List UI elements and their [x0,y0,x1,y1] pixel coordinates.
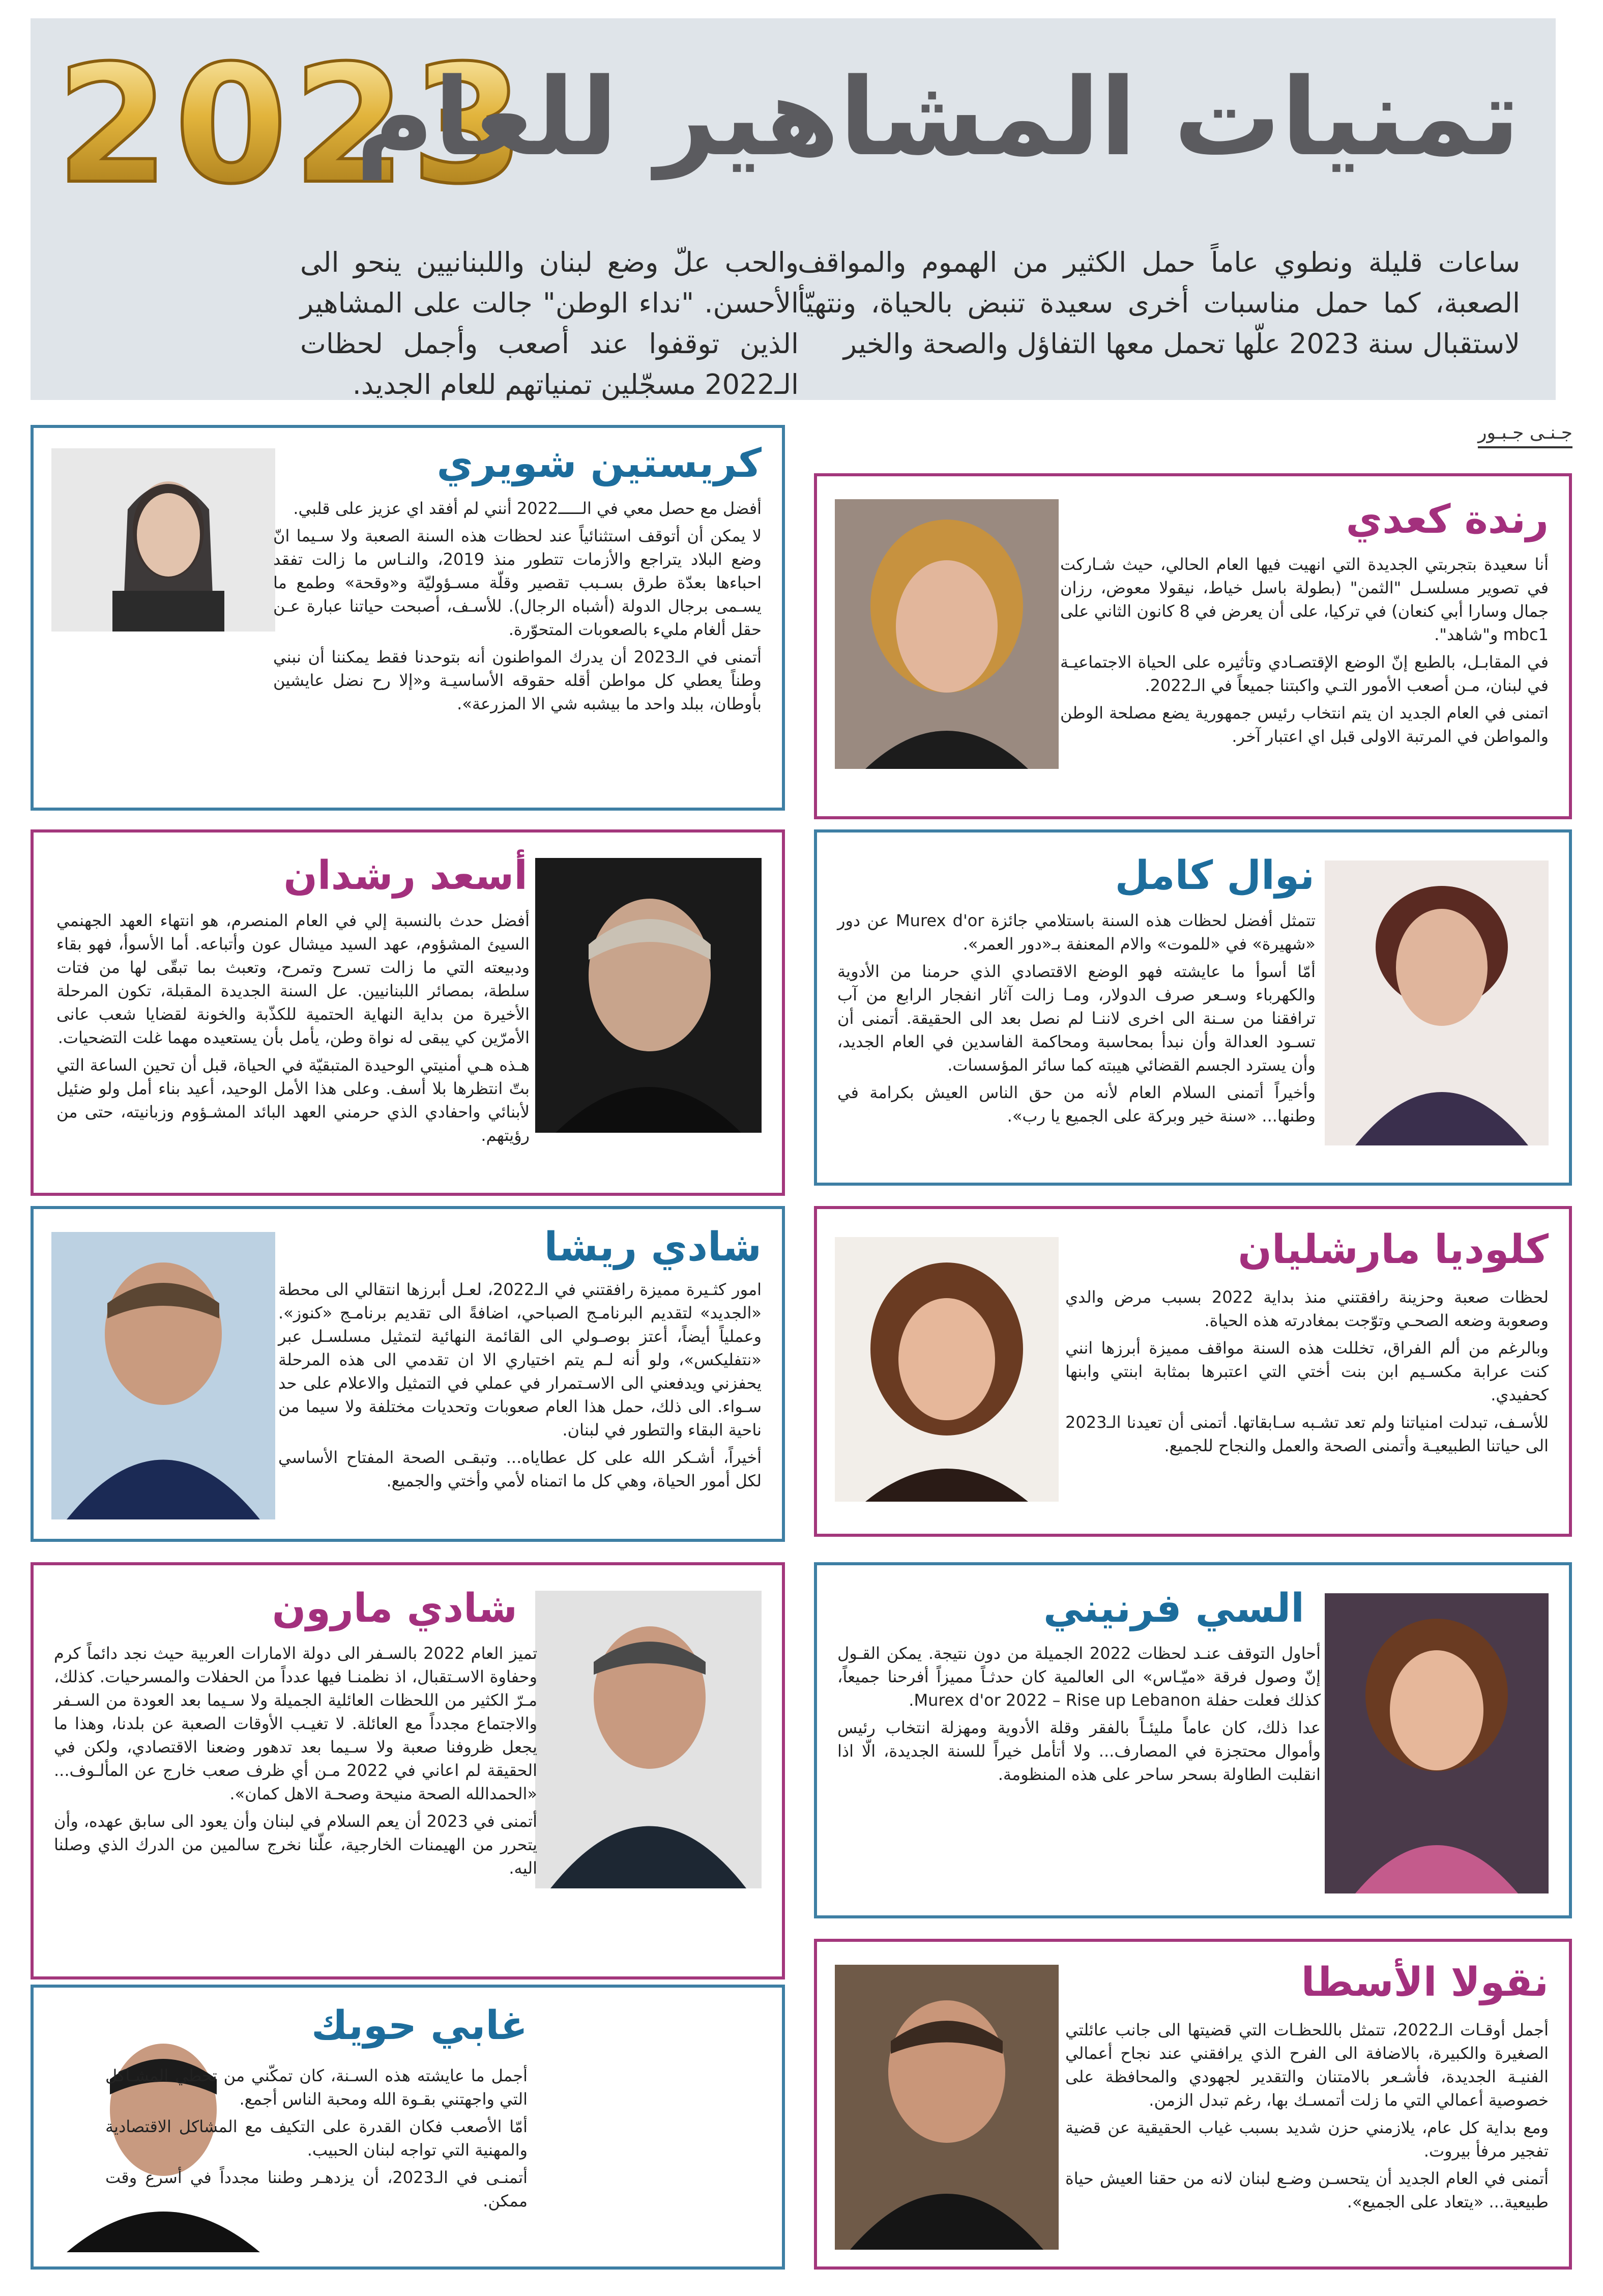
celebrity-photo [1325,860,1549,1145]
celebrity-card [814,473,1572,819]
celebrity-card [31,425,785,811]
byline: جـنـى جـبـور [1478,422,1572,448]
celebrity-photo [835,499,1059,769]
celebrity-text: لحظات صعبة وحزينة رافقتني منذ بداية 2022 بسبب مرض والدي وصعوبة وضعه الصحـي وتوّجت بمغادرته هذه الحياة. وبالرغم من ألم الفراق، تخللت هذه السنة مواقف مميزة أبرزها انني كنت عرابة مكسـيم ابن بنت أختي التي اعتبرها بمثابة ابنتي وابنها كحفيدي. للأسـف، تبدلت امنياتنا ولم تعد تشـبه سـابقاتها. أتمنى أن تعيدنا الـ2023 الى حياتنا الطبيعيـة وأتمنى الصحة والعمل والنجاح للجميع. [1065,1287,1549,1455]
celebrity-photo [535,1591,762,1888]
celebrity-card [814,1939,1572,2270]
celebrity-photo [51,1232,275,1519]
celebrity-text: أجمل ما عايشته هذه السـنة، كان تمكّني من تخطي المشـاكل التي واجهتني بقـوة الله ومحبة الناس أجمع. أمّا الأصعب فكان القدرة على التكيف مع المشاكل الاقتصادية والمهنية التي تواجه لبنان الحبيب. أتمنـى في الـ2023، أن يزدهـر وطننا مجدداً في أسرع وقت ممكن. [105,2066,528,2211]
celebrity-name: نقولا الأسطا [1301,1960,1549,2005]
celebrity-photo [535,858,762,1133]
celebrity-text: أفضل حدث بالنسبة إلي في العام المنصرم، هو انتهاء العهد الجهنمي السيئ المشؤوم، عهد السيد ميشال عون وأتباعه. أما الأسوأ، فهو بقاء ودبيعته التي ما زالت تسرح وتمرح، وتعبث بما تبقّى لها من فتات سلطة، بمصائر اللبنانيين. عل السنة الجديدة المقبلة، تكون المرحلة الأخيرة من بداية النهاية الحتمية للكذّبة والخونة لقضايا شعب عانى الأمرّين كي يبقى له نواة وطن، يأمل بأن يستعيده مهما غلت التضحيات. هـذه هـي أمنيتي الوحيدة المتبقيّة في الحياة، قبل أن تحين الساعة التي بتّ انتظرها بلا أسف. وعلى هذا الأمل الوحيد، أعيد بناء أمل ولو ضئيل لأبنائي واحفادي الذي حرمني العهد البائد المشـؤوم وزبانيته، حتى من رؤيتهم. [56,911,530,1145]
celebrity-text: امور كثـيرة مميزة رافقتني في الـ2022، لعـل أبرزها انتقالي الى محطة «الجديد» لتقديم البرنامـج الصباحي، اضافةً الى تقديم برنامـج «كنوز». وعملياً أيضاً، أعتز بوصـولي الى القائمة النهائية لتمثيل مسلسـل عبر «نتفليكس»، ولو أنه لـم يتم اختياري الا ان تقدمي الى هذه المرحلة يحفزني ويدفعني الى الاسـتمرار في عملي في التمثيل والاعلام على حد سـواء. الى ذلك، حمل هذا العام صعوبات وتحديات مختلفة ولا سيما من ناحية البقاء والتطور في لبنان. أخيراً، أشـكر الله على كل عطاياه... وتبقـى الصحة المفتاح الأساسي لكل أمور الحياة، وهي كل ما اتمناه لأمي وأختي والجميع. [278,1280,762,1490]
celebrity-card [814,1562,1572,1918]
celebrity-name: رندة كعدي [1346,497,1549,542]
celebrity-text: أحاول التوقف عنـد لحظات 2022 الجميلة من دون نتيجة. يمكن القـول إنّ وصول فرقة «ميّـاس» الى العالمية كان حدثـاً مميزاً أفرحنا جميعاً، كذلك فعلت حفلة Murex d'or 2022 – Rise up Lebanon. عدا ذلك، كان عاماً مليئـاً بالفقر وقلة الأدوية ومهزلة انتخاب رئيس وأموال محتجزة في المصارف... ولا أتأمل خيراً للسنة الجديدة، الّا اذا انقلبت الطاولة بسحر ساحر على هذه المنظومة. [837,1644,1321,1784]
celebrity-card [31,1562,785,1979]
header-banner [31,18,1556,400]
celebrity-text: تتمثل أفضل لحظات هذه السنة باستلامي جائزة Murex d'or عن دور «شهيرة» في «للموت» والام المعنفة بـ«دور العمر». أمّا أسوأ ما عايشته فهو الوضع الاقتصادي الذي حرمنا من الأدوية والكهرباء وسـعر صرف الدولار، ومـا زالت آثار انفجار الرابع من آب ترافقنا من سـنة الى اخرى لاننـا لم نصل بعد الى الحقيقة. أتمنى أن تسـود العدالة وأن نبدأ بمحاسبة ومحاكمة الفاسدين في العام الجديد، وأن يسترد الجسم القضائي هيبته كما سائر المؤسسات. وأخيراً أتمنى السلام العام لأنه من حق الناس العيش بكرامة في وطنها... «سنة خير وبركة على الجميع يا رب». [837,911,1316,1126]
celebrity-text: أجمل أوقـات الـ2022، تتمثل باللحظـات التي قضيتها الى جانب عائلتي الصغيرة والكبيرة، بالاضافة الى الفرح الذي يرافقني عند نجاح أعمالي الفنيـة الجديدة، فأشـعر بالامتنان والتقدير لجهودي والمحافظة على خصوصية أعمالي التي ما زلت أتمسـك بها، رغم تبدل الزمن. ومع بداية كل عام، يلازمني حزن شديد بسبب غياب الحقيقية عن قضية تفجير مرفأ بيروت. أتمنى في العام الجديد أن يتحسـن وضـع لبنان لانه من حقنا العيش حياة طبيعية... «يتعاد على الجميع». [1065,2020,1549,2212]
page-title: تمنيات المشاهير للعام [355,55,1520,180]
celebrity-card [31,1206,785,1542]
celebrity-text: أفضل مع حصل معي في الـــــ2022 أنني لم أفقد اي عزيز على قلبي. لا يمكن أن أتوقف استثنائياً عند لحظات هذه السنة الصعبة ولا سـيما انّ وضع البلاد يتراجع والأزمات تتطور منذ 2019، والنـاس ما زالت تفقد احباءها بعدّة طرق بسـبب تقصير وقلّة مسـؤوليّة و«وقحة» وطمع ما يسـمى برجال الدولة (أشباه الرجال). للأسـف، أصبحت حياتنا عبارة عـن حقل ألغام مليء بالصعوبات المتحوّرة. أتمنى في الـ2023 أن يدرك المواطنون أنه بتوحدنا فقط يمكننا أن نبني وطناً يعطي كل مواطن أقله حقوقه الأساسيـة و«إلا رح نضل عايشين بأوطان، ببلد واحد ما بيشبه شي الا المزرعة». [273,499,762,713]
celebrity-text: تميز العام 2022 بالسـفر الى دولة الامارات العربية حيث نجد دائماً كرم وحفاوة الاسـتقبال، اذ نظمنـا فيها عدداً من الحفلات والمسرحيات. كذلك، مـرّ الكثير من اللحظات العائلية الجميلة ولا سـيما بعد العودة من السـفر والاجتماع مجدداً مع العائلة. لا تغيـب الأوقات الصعبة عن بلدنا، وهذا ما يجعل ظروفنا صعبة ولا سـيما بعد تدهور وضعنا الاقتصادي، ولكن في الحقيقة لم اعاني في 2022 مـن أي ظرف صعب خارج عن المألـوف... «الحمدالله الصحة منيحة وصحـة الاهل كمان». أتمنى في 2023 أن يعم السلام في لبنان وأن يعود الى سابق عهده، وأن يتحرر من الهيمنات الخارجية، علّنا نخرج سالمين من الدرك الذي وصلنا اليه. [54,1644,538,1878]
celebrity-name: شادي ريشا [544,1224,762,1270]
celebrity-photo [835,1965,1059,2250]
celebrity-text: أنا سعيدة بتجربتي الجديدة التي انهيت فيها العام الحالي، حيث شـاركت في تصوير مسلسـل "الثمن" (بطولة باسل خياط، نيقولا معوض، رزان جمال وسارا أبي كنعان) في تركيا، على أن يعرض في 8 كانون الثاني على mbc1 و"شاهد". في المقابـل، بالطبع إنّ الوضع الإقتصـادي وتأثيره على الحياة الاجتماعيـة في لبنان، مـن أصعب الأمور التـي واكبتنا جميعاً في الـ2022. اتمنى في العام الجديد ان يتم انتخاب رئيس جمهورية يضع مصلحة الوطن والمواطن في المرتبة الاولى قبل اي اعتبار آخر. [1060,555,1549,746]
celebrity-name: شادي مارون [272,1586,517,1631]
svg-text:2023: 2023 [56,44,530,196]
celebrity-card [814,1206,1572,1537]
celebrity-name: السي فرنيني [1043,1586,1304,1631]
celebrity-photo [1325,1593,1549,1893]
intro-paragraph-right: ساعات قليلة ونطوي عاماً حمل الكثير من الهموم والمواقف الصعبة، كما حمل مناسبات أخرى سعيدة تنبض بالحياة، ونتهيّأ لاستقبال سنة 2023 علّها تحمل معها التفاؤل والصحة والخير [798,246,1520,360]
celebrity-card [31,1985,785,2270]
celebrity-card [814,829,1572,1186]
celebrity-name: أسعد رشدان [283,853,528,899]
intro-paragraph-left: والحب علّ وضع لبنان واللبنانيين ينحو الى الأحسن. "نداء الوطن" جالت على المشاهير الذين توقفوا عند أصعب وأجمل لحظات الـ2022 مسجّلين تمنياتهم للعام الجديد. [300,246,799,400]
celebrity-name: غابي حويك [311,2003,528,2049]
celebrity-name: نوال كامل [1115,853,1315,899]
celebrity-name: كلوديا مارشليان [1238,1227,1549,1273]
celebrity-photo [51,448,275,632]
celebrity-photo [835,1237,1059,1502]
celebrity-name: كريستين شويري [436,441,762,486]
celebrity-card [31,829,785,1196]
